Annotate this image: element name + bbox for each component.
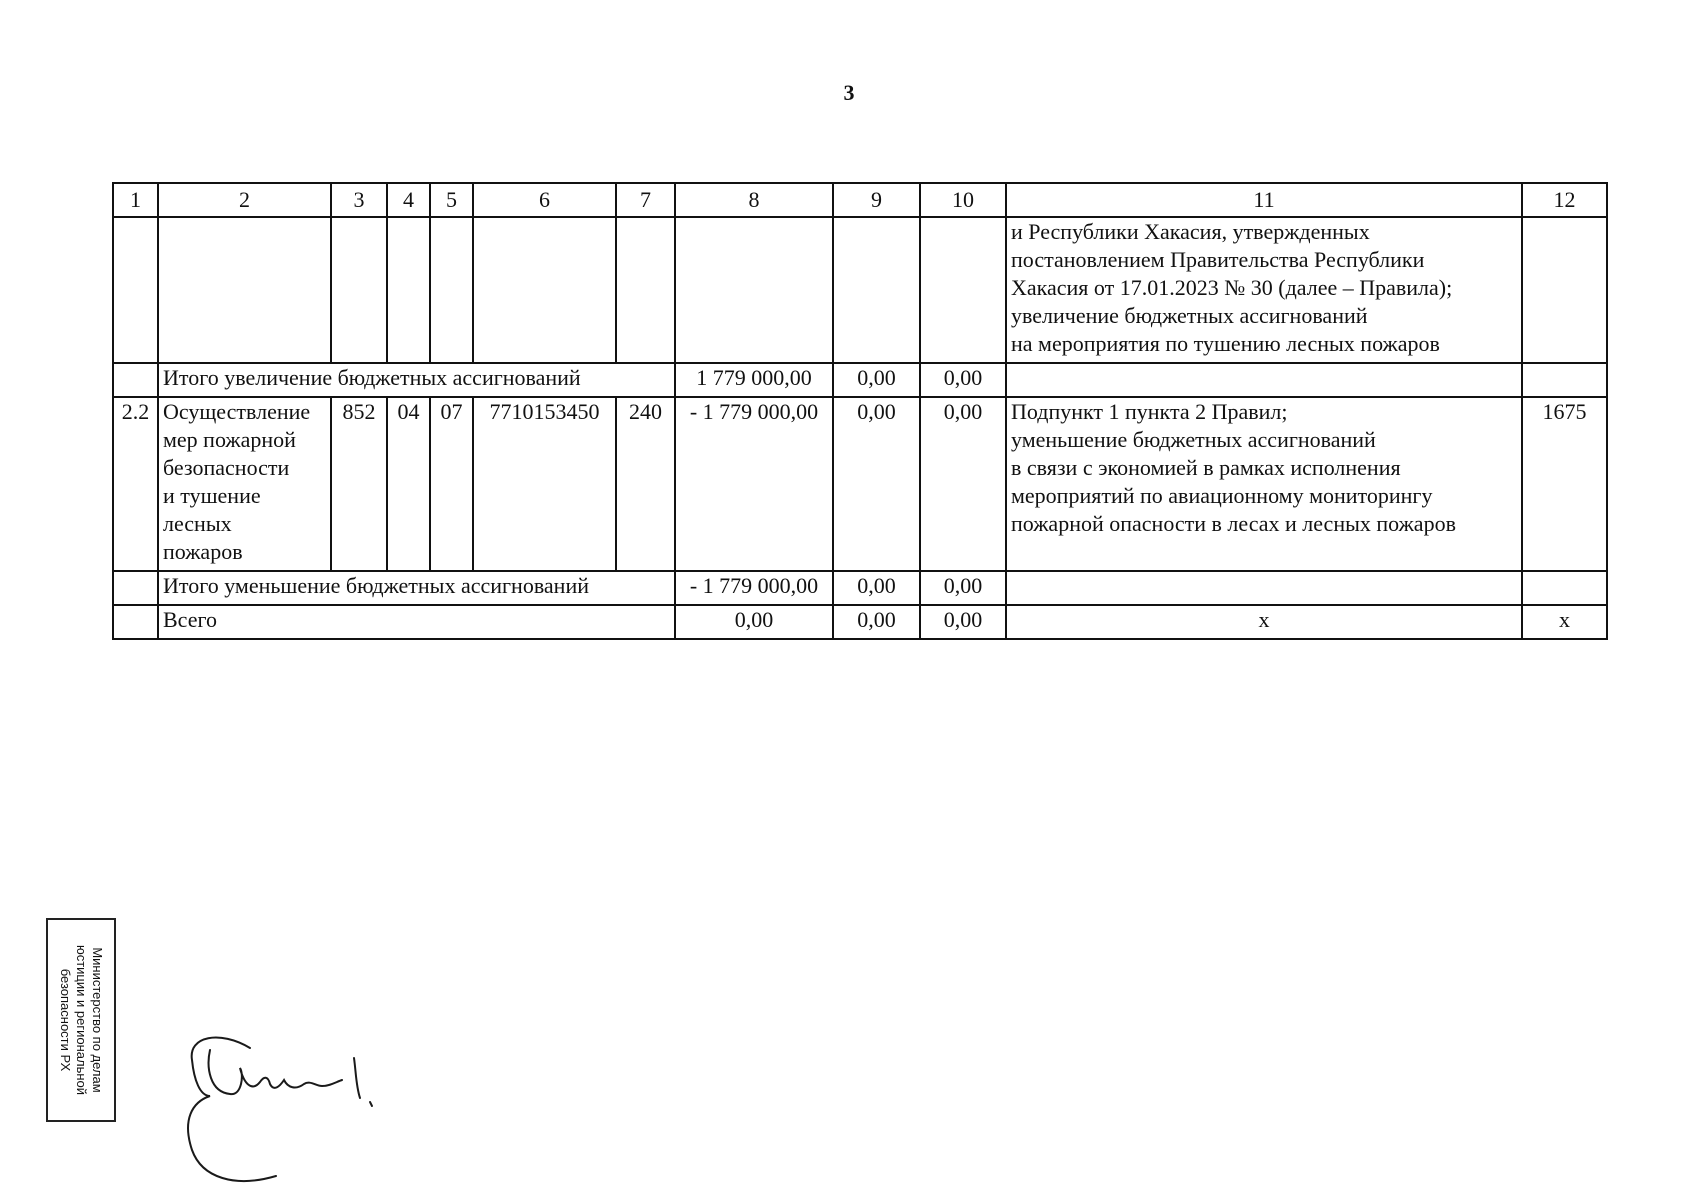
code-cell: 7710153450 [473, 397, 616, 571]
header-cell: 1 [113, 183, 158, 217]
grand-total-col9: 0,00 [833, 605, 920, 639]
table-cell [920, 217, 1006, 363]
total-decrease-col8: - 1 779 000,00 [675, 571, 833, 605]
table-cell [1522, 571, 1607, 605]
code-cell: 852 [331, 397, 387, 571]
col12-cell: 1675 [1522, 397, 1607, 571]
measure-name-cell: Осуществление мер пожарной безопасности и тушение лесных пожаров [158, 397, 331, 571]
grand-total-col12: х [1522, 605, 1607, 639]
table-cell [430, 217, 473, 363]
page-number: 3 [843, 80, 855, 105]
table-cell [675, 217, 833, 363]
code-cell: 07 [430, 397, 473, 571]
header-cell: 10 [920, 183, 1006, 217]
grand-total-col11: х [1006, 605, 1522, 639]
header-cell: 9 [833, 183, 920, 217]
total-decrease-label: Итого уменьшение бюджетных ассигнований [158, 571, 675, 605]
grand-total-col10: 0,00 [920, 605, 1006, 639]
row-number-cell: 2.2 [113, 397, 158, 571]
header-cell: 11 [1006, 183, 1522, 217]
table-cell [1006, 571, 1522, 605]
total-increase-label: Итого увеличение бюджетных ассигнований [158, 363, 675, 397]
table-cell [1522, 363, 1607, 397]
table-cell [113, 605, 158, 639]
header-cell: 4 [387, 183, 430, 217]
amount-cell: - 1 779 000,00 [675, 397, 833, 571]
table-row-total-increase [113, 363, 1607, 397]
table-header-row [113, 183, 1607, 217]
table-cell [1522, 217, 1607, 363]
signature-mark [180, 1010, 420, 1200]
grand-total-label: Всего [158, 605, 675, 639]
table-row-continuation [113, 217, 1607, 363]
total-decrease-col9: 0,00 [833, 571, 920, 605]
header-cell: 5 [430, 183, 473, 217]
total-increase-col10: 0,00 [920, 363, 1006, 397]
header-cell: 2 [158, 183, 331, 217]
code-cell: 04 [387, 397, 430, 571]
table-cell [387, 217, 430, 363]
budget-table [112, 182, 1608, 640]
table-cell [616, 217, 675, 363]
total-increase-col8: 1 779 000,00 [675, 363, 833, 397]
total-decrease-col10: 0,00 [920, 571, 1006, 605]
justification-cell: Подпункт 1 пункта 2 Правил; уменьшение бюджетных ассигнований в связи с экономией в рамках исполнения мероприятий по авиационному мониторингу пожарной опасности в лесах и лесных пожаров [1006, 397, 1522, 571]
table-cell [113, 571, 158, 605]
table-cell [113, 217, 158, 363]
grand-total-col8: 0,00 [675, 605, 833, 639]
table-row-total-decrease [113, 571, 1607, 605]
ministry-stamp [46, 918, 116, 1122]
code-cell: 240 [616, 397, 675, 571]
header-cell: 12 [1522, 183, 1607, 217]
table-cell [473, 217, 616, 363]
table-cell [158, 217, 331, 363]
table-cell [331, 217, 387, 363]
header-cell: 8 [675, 183, 833, 217]
table-cell [833, 217, 920, 363]
table-row-grand-total [113, 605, 1607, 639]
amount-cell: 0,00 [920, 397, 1006, 571]
justification-cell: и Республики Хакасия, утвержденных постановлением Правительства Республики Хакасия от 17.01.2023 № 30 (далее – Правила); увеличение бюджетных ассигнований на мероприятия по тушению лесных пожаров [1006, 217, 1522, 363]
table-cell [1006, 363, 1522, 397]
table-cell [113, 363, 158, 397]
total-increase-col9: 0,00 [833, 363, 920, 397]
amount-cell: 0,00 [833, 397, 920, 571]
stamp-text: Министерство по делам юстиции и региональной безопасности РХ [58, 944, 105, 1096]
table-row-2-2 [113, 397, 1607, 571]
header-cell: 7 [616, 183, 675, 217]
header-cell: 6 [473, 183, 616, 217]
header-cell: 3 [331, 183, 387, 217]
